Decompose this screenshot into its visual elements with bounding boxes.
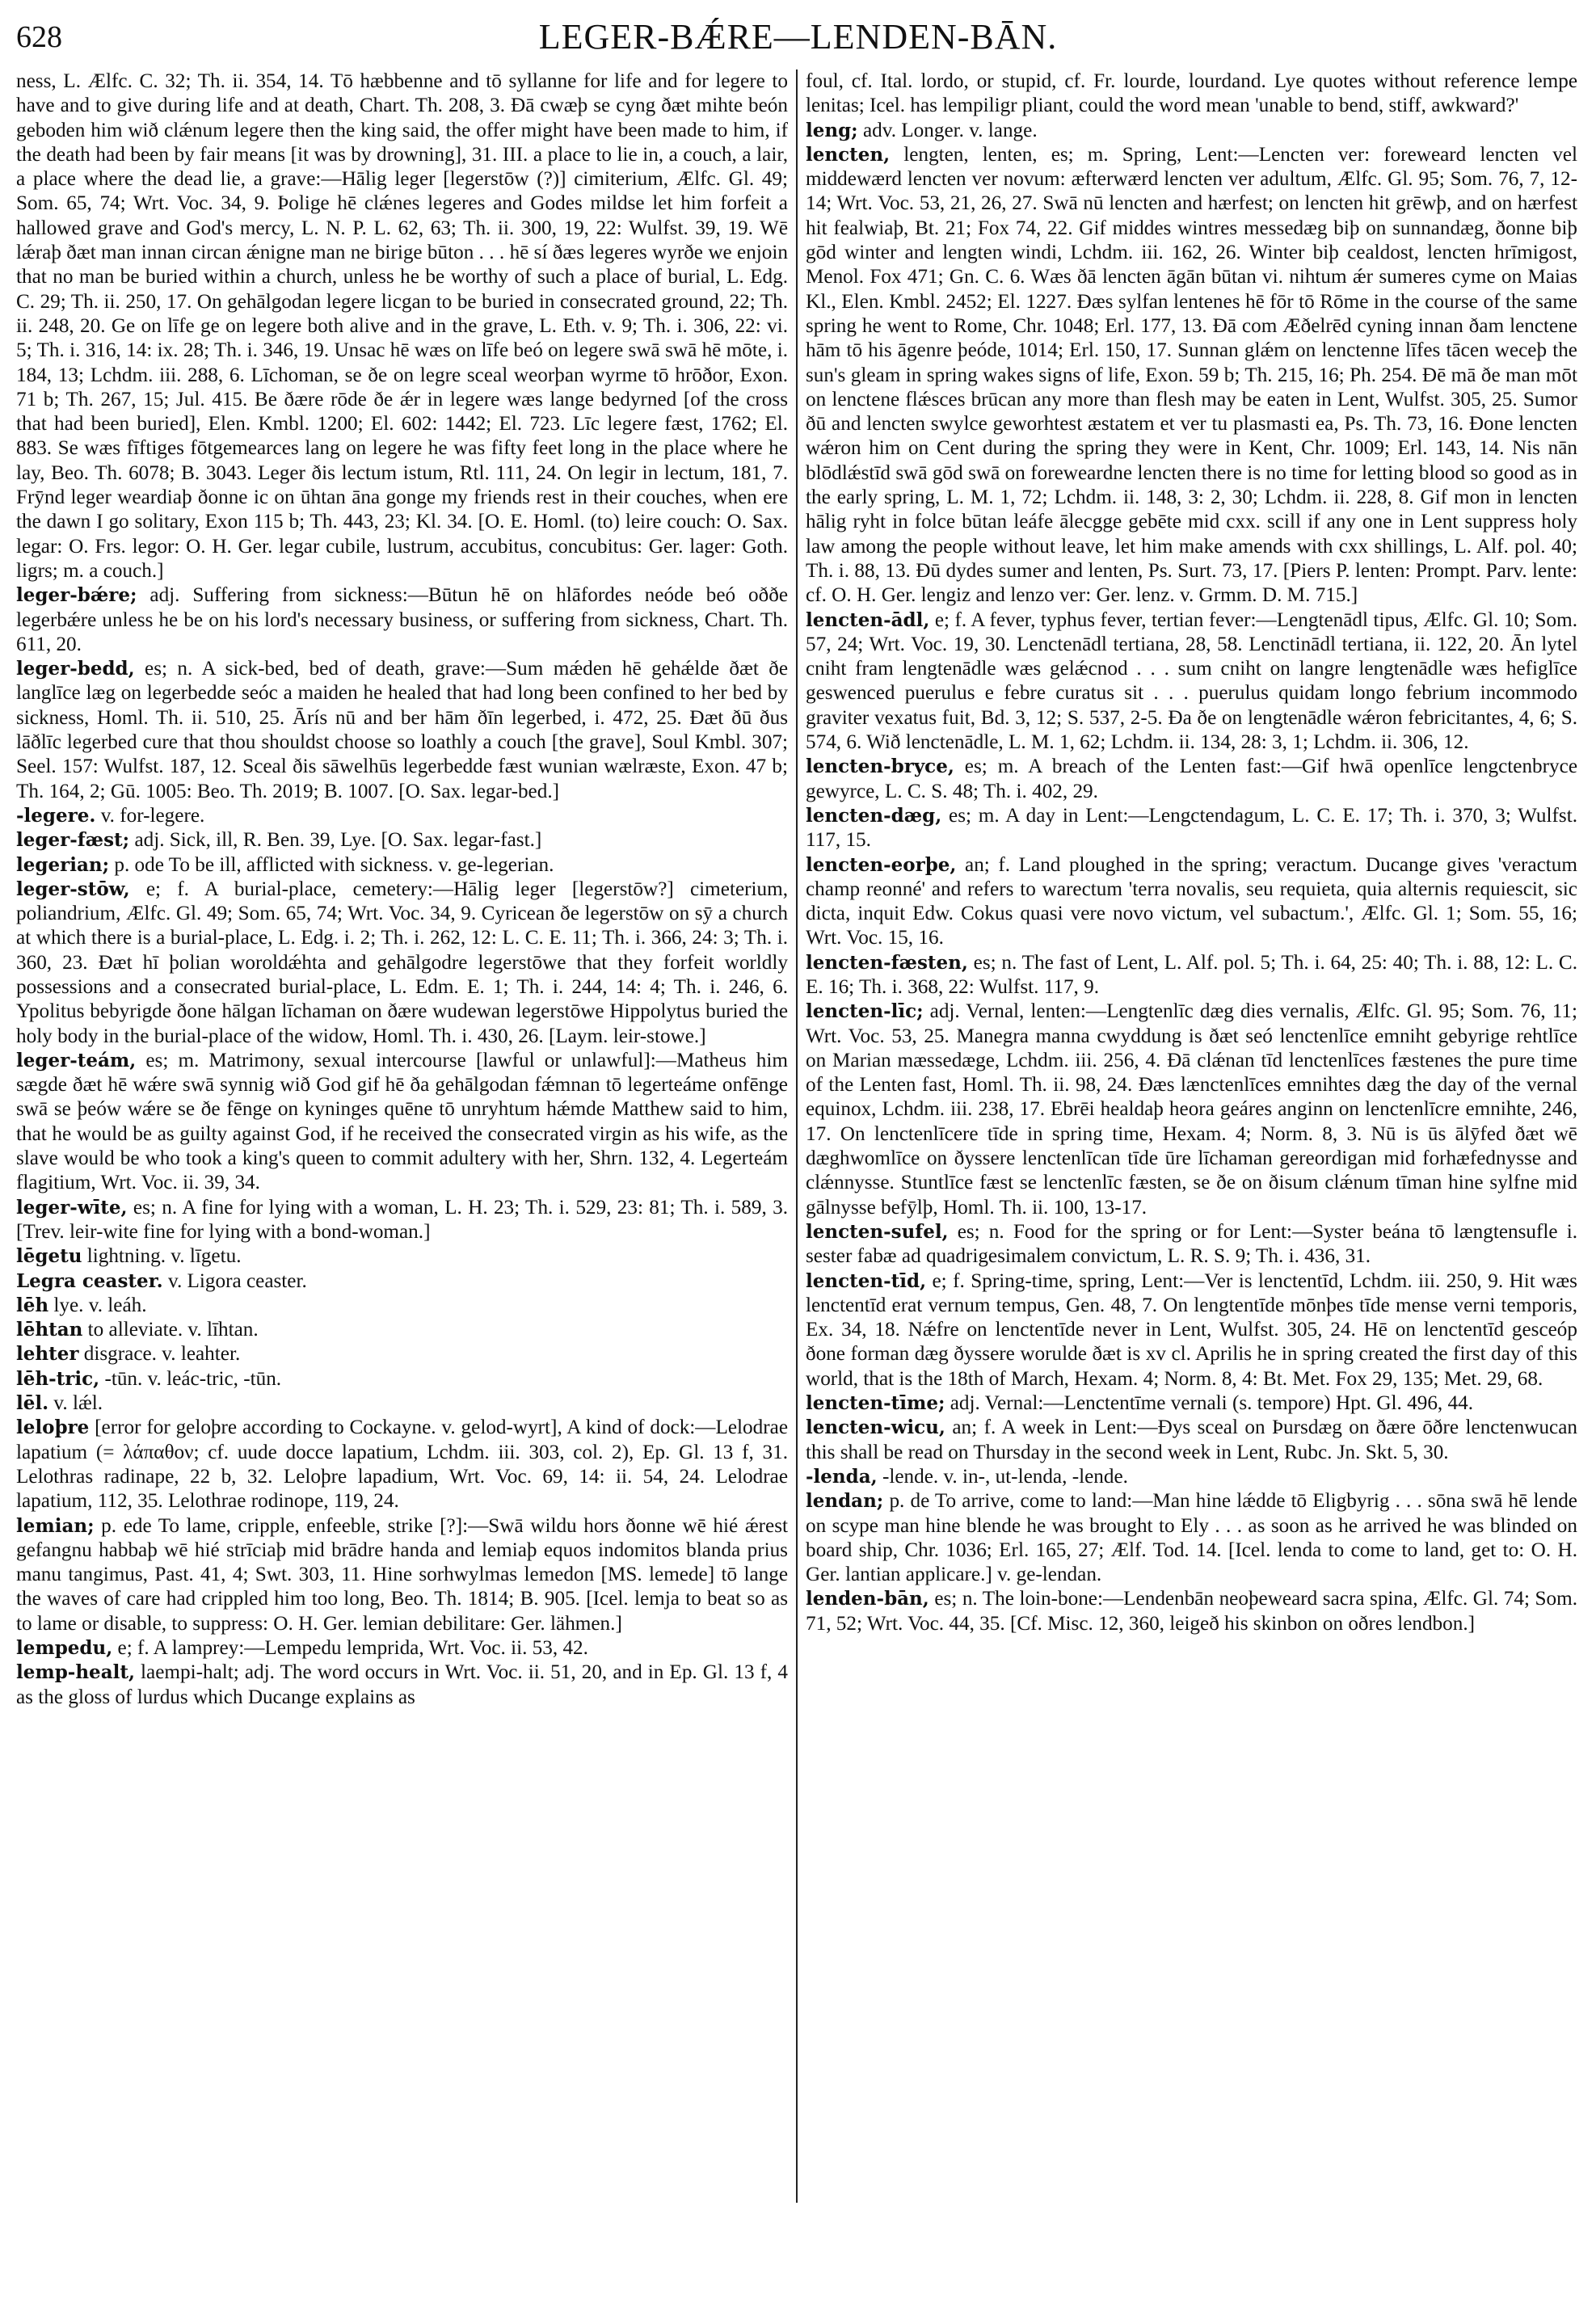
headword: lencten-tīme; xyxy=(806,1392,945,1415)
headword: lencten-fæsten, xyxy=(806,951,968,974)
page-number: 628 xyxy=(16,20,62,54)
dictionary-entry xyxy=(806,143,1577,608)
headword: lencten-sufel, xyxy=(806,1220,949,1243)
dictionary-entry xyxy=(16,878,788,1049)
headword: Legra ceaster. xyxy=(16,1269,163,1292)
dictionary-entry xyxy=(16,1391,788,1416)
entry-body: -tūn. v. leác-tric, -tūn. xyxy=(99,1367,282,1390)
headword: leger-teám, xyxy=(16,1049,137,1071)
dictionary-entry xyxy=(806,1465,1577,1489)
headword: lenden-bān, xyxy=(806,1588,929,1610)
entry-body: v. for-legere. xyxy=(95,804,205,827)
entry-body: to alleviate. v. līhtan. xyxy=(82,1319,259,1341)
headword: lēl. xyxy=(16,1392,49,1415)
dictionary-entry xyxy=(16,1269,788,1294)
dictionary-entry xyxy=(16,1318,788,1342)
entry-body: es; n. A sick-bed, bed of death, grave:—Sum mǽden hē gehǽlde ðæt ðe langlīce læg on legerbedde seóc a maiden he healed that had long been confined to her bed by sickness, Homl. Th. ii. 510, 25. Ārís nū and ber hām ðīn legerbed, i. 472, 25. Ðæt ðū ðus lāðlīc legerbed cure that thou shouldst choose so loathly a couch [the grave], Soul Kmbl. 307; Seel. 157: Wulfst. 187, 12. Sceal ðis sāwelhūs legerbedde fæst wunian wælræste, Exon. 47 b; Th. 164, 2; Gū. 1005: Beo. Th. 2019; B. 1007. [O. Sax. legar-bed.] xyxy=(16,658,788,802)
entry-body: lightning. v. līgetu. xyxy=(82,1245,242,1268)
headword: lehter xyxy=(16,1343,79,1366)
headword: lencten-wicu, xyxy=(806,1416,945,1439)
page-title: LEGER-BǼRE—LENDEN-BĀN. xyxy=(538,17,1058,57)
headword: lendan; xyxy=(806,1490,884,1513)
entry-body: es; n. Food for the spring or for Lent:—Syster beána tō længtensufle i. sester fabæ ad quadrigesimalem convictum, L. R. S. 9; Th. i. 436, 31. xyxy=(806,1220,1577,1268)
entry-body: e; f. A lamprey:—Lempedu lemprida, Wrt. Voc. ii. 53, 42. xyxy=(112,1637,588,1659)
dictionary-entry xyxy=(16,1661,788,1710)
headword: lempedu, xyxy=(16,1637,113,1659)
headword: lencten-bryce, xyxy=(806,756,954,778)
entry-body: es; m. A day in Lent:—Lengctendagum, L. C. E. 17; Th. i. 370, 3; Wulfst. 117, 15. xyxy=(806,804,1577,852)
entry-body: p. ede To lame, cripple, enfeeble, strike [?]:—Swā wildu hors ðonne wē hié ǽrest gefangnu habbaþ wē hié strīciaþ mid brādre handa and lemiaþ equos indomitos blanda prius manu tangimus, Past. 41, 4; Swt. 303, 11. Hine sorhwylmas lemedon [MS. lemede] tō lange the waves of care had crippled him too long, Beo. Th. 1814; B. 905. [Icel. lemja to beat so as to lame or disable, to suppress: O. H. Ger. lemian debilitare: Ger. lähmen.] xyxy=(16,1514,788,1635)
headword: lēhtan xyxy=(16,1319,83,1341)
entry-continuation xyxy=(806,69,1577,119)
dictionary-entry xyxy=(806,1489,1577,1587)
entry-body: adj. Sick, ill, R. Ben. 39, Lye. [O. Sax. legar-fast.] xyxy=(129,829,542,852)
headword: -lenda, xyxy=(806,1465,878,1488)
dictionary-entry xyxy=(16,804,788,828)
dictionary-entry xyxy=(16,583,788,657)
entry-body: disgrace. v. leahter. xyxy=(78,1343,241,1366)
left-column xyxy=(16,69,788,1710)
headword: -legere. xyxy=(16,804,96,827)
entry-body: es; m. A breach of the Lenten fast:—Gif hwā openlīce lengctenbryce gewyrce, L. C. S. 48; Th. i. 402, 29. xyxy=(806,756,1577,802)
headword: leger-bǽre; xyxy=(16,584,137,607)
headword: lemian; xyxy=(16,1514,95,1537)
headword: lencten-eorþe, xyxy=(806,853,957,876)
entry-body: e; f. A burial-place, cemetery:—Hālig leger [legerstōw?] cimeterium, poliandrium, Ælfc. Gl. 49; Som. 65, 74; Wrt. Voc. 34, 9. Cyricean ðe legerstōw on sȳ a church at which there is a burial-place, L. Edg. i. 2; Th. i. 262, 12: L. C. E. 11; Th. i. 366, 24: 3; Th. i. 360, 23. Ðæt hī þolian woroldǽhta and gehālgodre legerstōwe that they forfeit worldly possessions and a consecrated burial-place, L. Edm. E. 1; Th. i. 244, 14: 4; Th. i. 246, 6. Ypolitus bebyrigde ðone hālgan līchaman on ðære wudewan legerstōwe Hippolytus buried the holy body in the burial-place of the widow, Homl. Th. i. 430, 26. [Laym. leir-stowe.] xyxy=(16,878,788,1047)
headword: lencten-ādl, xyxy=(806,608,930,631)
entry-body: -lende. v. in-, ut-lenda, -lende. xyxy=(877,1465,1128,1488)
dictionary-entry xyxy=(806,608,1577,756)
entry-body: v. Ligora ceaster. xyxy=(162,1269,307,1292)
headword: legerian; xyxy=(16,853,110,876)
entry-body: foul, cf. Ital. lordo, or stupid, cf. Fr. lourde, lourdand. Lye quotes without reference lempe lenitas; Icel. has lempiligr pliant, could the word mean 'unable to bend, stiff, awkward?' xyxy=(806,70,1577,117)
entry-body: adv. Longer. v. lange. xyxy=(857,119,1038,141)
dictionary-entry xyxy=(16,853,788,878)
headword: leger-fæst; xyxy=(16,829,130,852)
dictionary-entry xyxy=(16,1294,788,1318)
headword: leloþre xyxy=(16,1416,90,1439)
entry-body: [error for geloþre according to Cockayne. v. gelod-wyrt], A kind of dock:—Lelodrae lapatium (= λάπαθον; cf. uude docce lapatium, Lchdm. iii. 303, col. 2), Ep. Gl. 13 f, 31. Lelothras radinape, 22 b, 32. Leloþre lapadium, Wrt. Voc. 69, 14: ii. 54, 24. Lelodrae lapatium, 112, 35. Lelothrae rodinope, 119, 24. xyxy=(16,1416,788,1513)
dictionary-entry xyxy=(16,657,788,804)
right-column xyxy=(806,69,1577,1636)
entry-body: e; f. Spring-time, spring, Lent:—Ver is lenctentīd, Lchdm. iii. 250, 9. Hit wæs lenctentīd erat vernum tempus, Gen. 48, 7. On lengtentīde mōnþes tīde mense verni temporis, Ex. 34, 18. Nǽfre on lenctentīde never in Lent, Wulfst. 305, 24. Hē on lenctentīd gesceóp ðone forman dæg ðyssere worulde ðæt is xv cl. Aprilis he in spring created the first day of this world, that is the 18th of March, Hexam. 4; Norm. 8, 4: Bt. Met. Fox 29, 135; Met. 29, 68. xyxy=(806,1269,1577,1390)
dictionary-entry xyxy=(806,1391,1577,1416)
headword: lēgetu xyxy=(16,1245,82,1268)
headword: lēh xyxy=(16,1294,49,1316)
dictionary-entry xyxy=(16,1367,788,1391)
column-divider xyxy=(796,69,798,2203)
entry-body: laempi-halt; adj. The word occurs in Wrt. Voc. ii. 51, 20, and in Ep. Gl. 13 f, 4 as the gloss of lurdus which Ducange explains as xyxy=(16,1661,788,1708)
entry-body: an; f. A week in Lent:—Ðys sceal on Þursdæg on ðære ōðre lenctenwucan this shall be read on Thursday in the second week in Lent, Rubc. Jn. Skt. 5, 30. xyxy=(806,1416,1577,1463)
dictionary-entry xyxy=(16,1049,788,1196)
entry-body: an; f. Land ploughed in the spring; veractum. Ducange gives 'veractum champ reonné' and refers to warectum 'terra novalis, seu requieta, quia alternis requiescit, sic dicta, inquit Edw. Cokus quasi vere novo victum, vel subactum.', Ælfc. Gl. 1; Som. 55, 16; Wrt. Voc. 15, 16. xyxy=(806,853,1577,949)
headword: leger-wīte, xyxy=(16,1196,128,1219)
entry-body: e; f. A fever, typhus fever, tertian fever:—Lengtenādl tipus, Ælfc. Gl. 10; Som. 57, 24; Wrt. Voc. 19, 30. Lenctenādl tertiana, 28, 58. Lenctinādl tertiana, ii. 122, 20. Ān lytel cniht fram lengtenādle wæs gelǽcnod . . . sum cniht on langre lengtenādle wæs hefiglīce geswenced puerulus e febre curatus sit . . . puerulus quidam longo febrium incommodo graviter vexatus fuit, Bd. 3, 12; S. 537, 2-5. Ða ðe on lengtenādle wǽron febricitantes, 4, 6; S. 574, 6. Wið lenctenādle, L. M. 1, 62; Lchdm. ii. 134, 28: 3, 1; Lchdm. ii. 306, 12. xyxy=(806,608,1577,754)
dictionary-entry xyxy=(806,951,1577,1000)
dictionary-entry xyxy=(806,853,1577,951)
entry-body: lye. v. leáh. xyxy=(48,1294,147,1316)
dictionary-entry xyxy=(16,1514,788,1636)
dictionary-entry xyxy=(16,1342,788,1366)
dictionary-entry xyxy=(16,1244,788,1269)
entry-body: v. lǽl. xyxy=(48,1392,103,1415)
page-header xyxy=(16,16,1580,65)
headword: lencten-līc; xyxy=(806,1000,924,1023)
entry-body: adj. Vernal:—Lenctentīme vernali (s. tempore) Hpt. Gl. 496, 44. xyxy=(945,1392,1473,1415)
dictionary-entry xyxy=(806,1220,1577,1269)
headword: lemp-healt, xyxy=(16,1661,135,1684)
dictionary-entry xyxy=(806,755,1577,804)
headword: lencten, xyxy=(806,143,891,166)
entry-body: es; n. A fine for lying with a woman, L. H. 23; Th. i. 529, 23: 81; Th. i. 589, 3. [Trev. leir-wite fine for lying with a bond-woman.] xyxy=(16,1196,788,1243)
dictionary-entry xyxy=(16,1636,788,1661)
dictionary-entry xyxy=(16,1416,788,1513)
entry-body: adj. Suffering from sickness:—Būtun hē on hlāfordes neóde beó oððe legerbǽre unless he be on his lord's necessary business, or suffering from sickness, Chart. Th. 611, 20. xyxy=(16,584,788,655)
dictionary-entry xyxy=(806,1587,1577,1636)
headword: lencten-dæg, xyxy=(806,804,942,827)
entry-body: lengten, lenten, es; m. Spring, Lent:—Lencten ver: foreweard lencten vel middewærd lencten ver novum: æfterwærd lencten ver adultum, Ælfc. Gl. 95; Som. 76, 7, 12-14; Wrt. Voc. 53, 21, 26, 27. Swā nū lencten and hærfest; on lencten hit grēwþ, and on hærfest hit fealwiaþ, Bt. 21; Fox 74, 22. Gif middes wintres messedæg biþ on sunnandæg, ðonne biþ gōd winter and lengten windi, Lchdm. iii. 162, 26. Winter biþ cealdost, lencten hrīmigost, Menol. Fox 471; Gn. C. 6. Wæs ðā lencten āgān būtan vi. nihtum ǽr sumeres cyme on Maias Kl., Elen. Kmbl. 2452; El. 1227. Ðæs sylfan lentenes hē fōr tō Rōme in the course of the same spring he went to Rome, Chr. 1048; Erl. 177, 13. Ðā com Æðelrēd cyning innan ðam lenctene hām tō his āgenre þeóde, 1014; Erl. 150, 17. Sunnan glǽm on lenctenne līfes tācen weceþ the sun's gleam in spring wakes signs of life, Exon. 59 b; Th. 215, 16; Ph. 254. Ðē mā ðe man mōt on lenctene flǽsces brūcan any more than flesh may be eaten in Lent, Wulfst. 305, 25. Sumor ðū and lencten swylce geworhtest æstatem et ver tu plasmasti ea, Ps. Th. 73, 16. Ðone lencten wǽron him on Cent during the spring they were in Kent, Chr. 1009; Erl. 143, 14. Nis nān blōdlǽstīd swā gōd swā on foreweardne lencten there is no time for letting blood so good as in the early spring, L. M. 1, 72; Lchdm. ii. 148, 3: 2, 30; Lchdm. ii. 228, 8. Gif mon in lencten hālig ryht in folce būtan leáfe ālecgge gebēte mid cxx. scill if any one in Lent suppress holy law among the people without leave, let him make amends with cxx shillings, L. Alf. pol. 40; Th. i. 88, 13. Ðū dydes sumer and lenten, Ps. Surt. 73, 17. [Piers P. lenten: Prompt. Parv. lente: cf. O. H. Ger. lengiz and lenzo ver: Ger. lenz. v. Grmm. D. M. 715.] xyxy=(806,143,1577,607)
entry-body: ness, L. Ælfc. C. 32; Th. ii. 354, 14. Tō hæbbenne and tō syllanne for life and for legere to have and to give during life and at death, Chart. Th. 208, 3. Đā cwæþ se cyng ðæt mihte beón geboden him wið clǽnum legere then the king said, the offer might have been made to him, if the death had been by fair means [it was by drowning], 31. III. a place to lie in, a couch, a lair, a place where the dead lie, a grave:—Hālig leger [legerstōw (?)] cimiterium, Ælfc. Gl. 49; Som. 65, 74; Wrt. Voc. 34, 9. Þolige hē clǽnes legeres and Godes mildse let him forfeit a hallowed grave and God's mercy, L. N. P. L. 62, 63; Th. ii. 300, 19, 22: Wulfst. 39, 19. Wē lǽraþ ðæt man innan circan ǽnigne man ne birige būton . . . hē sí ðæs legeres wyrðe we enjoin that no man be buried within a church, unless he be worthy of such a place of burial, L. Edg. C. 29; Th. ii. 250, 17. On gehālgodan legere licgan to be buried in consecrated ground, 22; Th. ii. 248, 20. Ge on līfe ge on legere both alive and in the grave, L. Eth. v. 9; Th. i. 306, 22: vi. 5; Th. i. 316, 14: ix. 28; Th. i. 346, 19. Unsac hē wæs on līfe beó on legere swā swā hē mōte, i. 184, 13; Lchdm. iii. 288, 6. Līchoman, se ðe on legre sceal weorþan wyrme tō hrōðor, Exon. 71 b; Th. 267, 15; Jul. 415. Be ðære rōde ðe ǽr in legere wæs lange bedyrned [of the cross that had been buried], Elen. Kmbl. 1200; El. 602: 1442; El. 723. Līc legere fæst, 1762; El. 883. Se wæs fīftiges fōtgemearces lang on legere he was fifty feet long in the place where he lay, Beo. Th. 6078; B. 3043. Leger ðis lectum istum, Rtl. 111, 24. On legir in lectum, 181, 7. Frȳnd leger weardiaþ ðonne ic on ūhtan āna gonge my friends rest in their couches, when ere the dawn I go solitary, Exon 115 b; Th. 443, 23; Kl. 34. [O. E. Homl. (to) leire couch: O. Sax. legar: O. Frs. legor: O. H. Ger. legar cubile, lustrum, accubitus, concubitus: Ger. lager: Goth. ligrs; m. a couch.] xyxy=(16,70,788,582)
entry-continuation xyxy=(16,69,788,583)
headword: lencten-tīd, xyxy=(806,1269,927,1292)
headword: leng; xyxy=(806,119,858,141)
dictionary-entry xyxy=(806,1000,1577,1220)
dictionary-entry xyxy=(16,1196,788,1245)
entry-body: es; m. Matrimony, sexual intercourse [lawful or unlawful]:—Matheus him sægde ðæt hē wǽre swā synnig wið God gif hē ða gehālgodan fǽmnan tō legerteáme onfēnge swā se þeów wǽre se ðe fēnge on kyninges quēne tō unryhtum hǽmde Matthew said to him, that he would be as guilty against God, if he received the consecrated virgin as his wife, as the slave would be who took a king's queen to commit adultery with her, Shrn. 132, 4. Legerteám flagitium, Wrt. Voc. ii. 39, 34. xyxy=(16,1049,788,1194)
entry-body: es; n. The fast of Lent, L. Alf. pol. 5; Th. i. 64, 25: 40; Th. i. 88, 12: L. C. E. 16; Th. i. 368, 22: Wulfst. 117, 9. xyxy=(806,951,1577,998)
dictionary-entry xyxy=(806,1416,1577,1465)
dictionary-entry xyxy=(806,1269,1577,1391)
headword: leger-stōw, xyxy=(16,878,130,900)
entry-body: p. ode To be ill, afflicted with sickness. v. ge-legerian. xyxy=(109,853,554,876)
entry-body: adj. Vernal, lenten:—Lengtenlīc dæg dies vernalis, Ælfc. Gl. 95; Som. 76, 11; Wrt. Voc. 53, 25. Manegra manna cwyddung is ðæt seó lenctenlīce emniht gebyrige rehtlīce on Marian mæssedæge, Lchdm. iii. 256, 4. Ðā clǽnan tīd lenctenlīces fæstenes the pure time of the Lenten fast, Homl. Th. ii. 98, 24. Ðæs lænctenlīces emnihtes dæg the day of the vernal equinox, Lchdm. iii. 238, 17. Ebrēi healdaþ heora geáres anginn on lenctenlīcre emnihte, 246, 17. On lenctenlīcere tīde in spring time, Hexam. 4; Norm. 8, 3. Nū is ūs ālȳfed ðæt wē dæghwomlīce on ðyssere lenctenlīcan tīde ūre līchaman gereordigan mid forhæfednysse and clǽnnysse. Stuntlīce fæst se lenctenlīc fæsten, se ðe on ðisum clǽnum tīman hine sylfne mid gālnysse befȳlþ, Homl. Th. ii. 100, 13-17. xyxy=(806,1000,1577,1219)
dictionary-entry xyxy=(806,804,1577,853)
entry-body: es; n. The loin-bone:—Lendenbān neoþeweard sacra spina, Ælfc. Gl. 74; Som. 71, 52; Wrt. Voc. 44, 35. [Cf. Misc. 12, 360, leigeð his skinbon on oðres lendbon.] xyxy=(806,1588,1577,1635)
dictionary-entry xyxy=(806,119,1577,143)
entry-body: p. de To arrive, come to land:—Man hine lǽdde tō Eligbyrig . . . sōna swā hē lende on scype man hine blende he was brought to Ely . . . as soon as he arrived he was blinded on board ship, Chr. 1036; Erl. 165, 27; Ælf. Tod. 14. [Icel. lenda to come to land, get to: O. H. Ger. lantian applicare.] v. ge-lendan. xyxy=(806,1490,1577,1586)
headword: leger-bedd, xyxy=(16,658,135,680)
dictionary-entry xyxy=(16,828,788,852)
headword: lēh-tric, xyxy=(16,1367,100,1390)
